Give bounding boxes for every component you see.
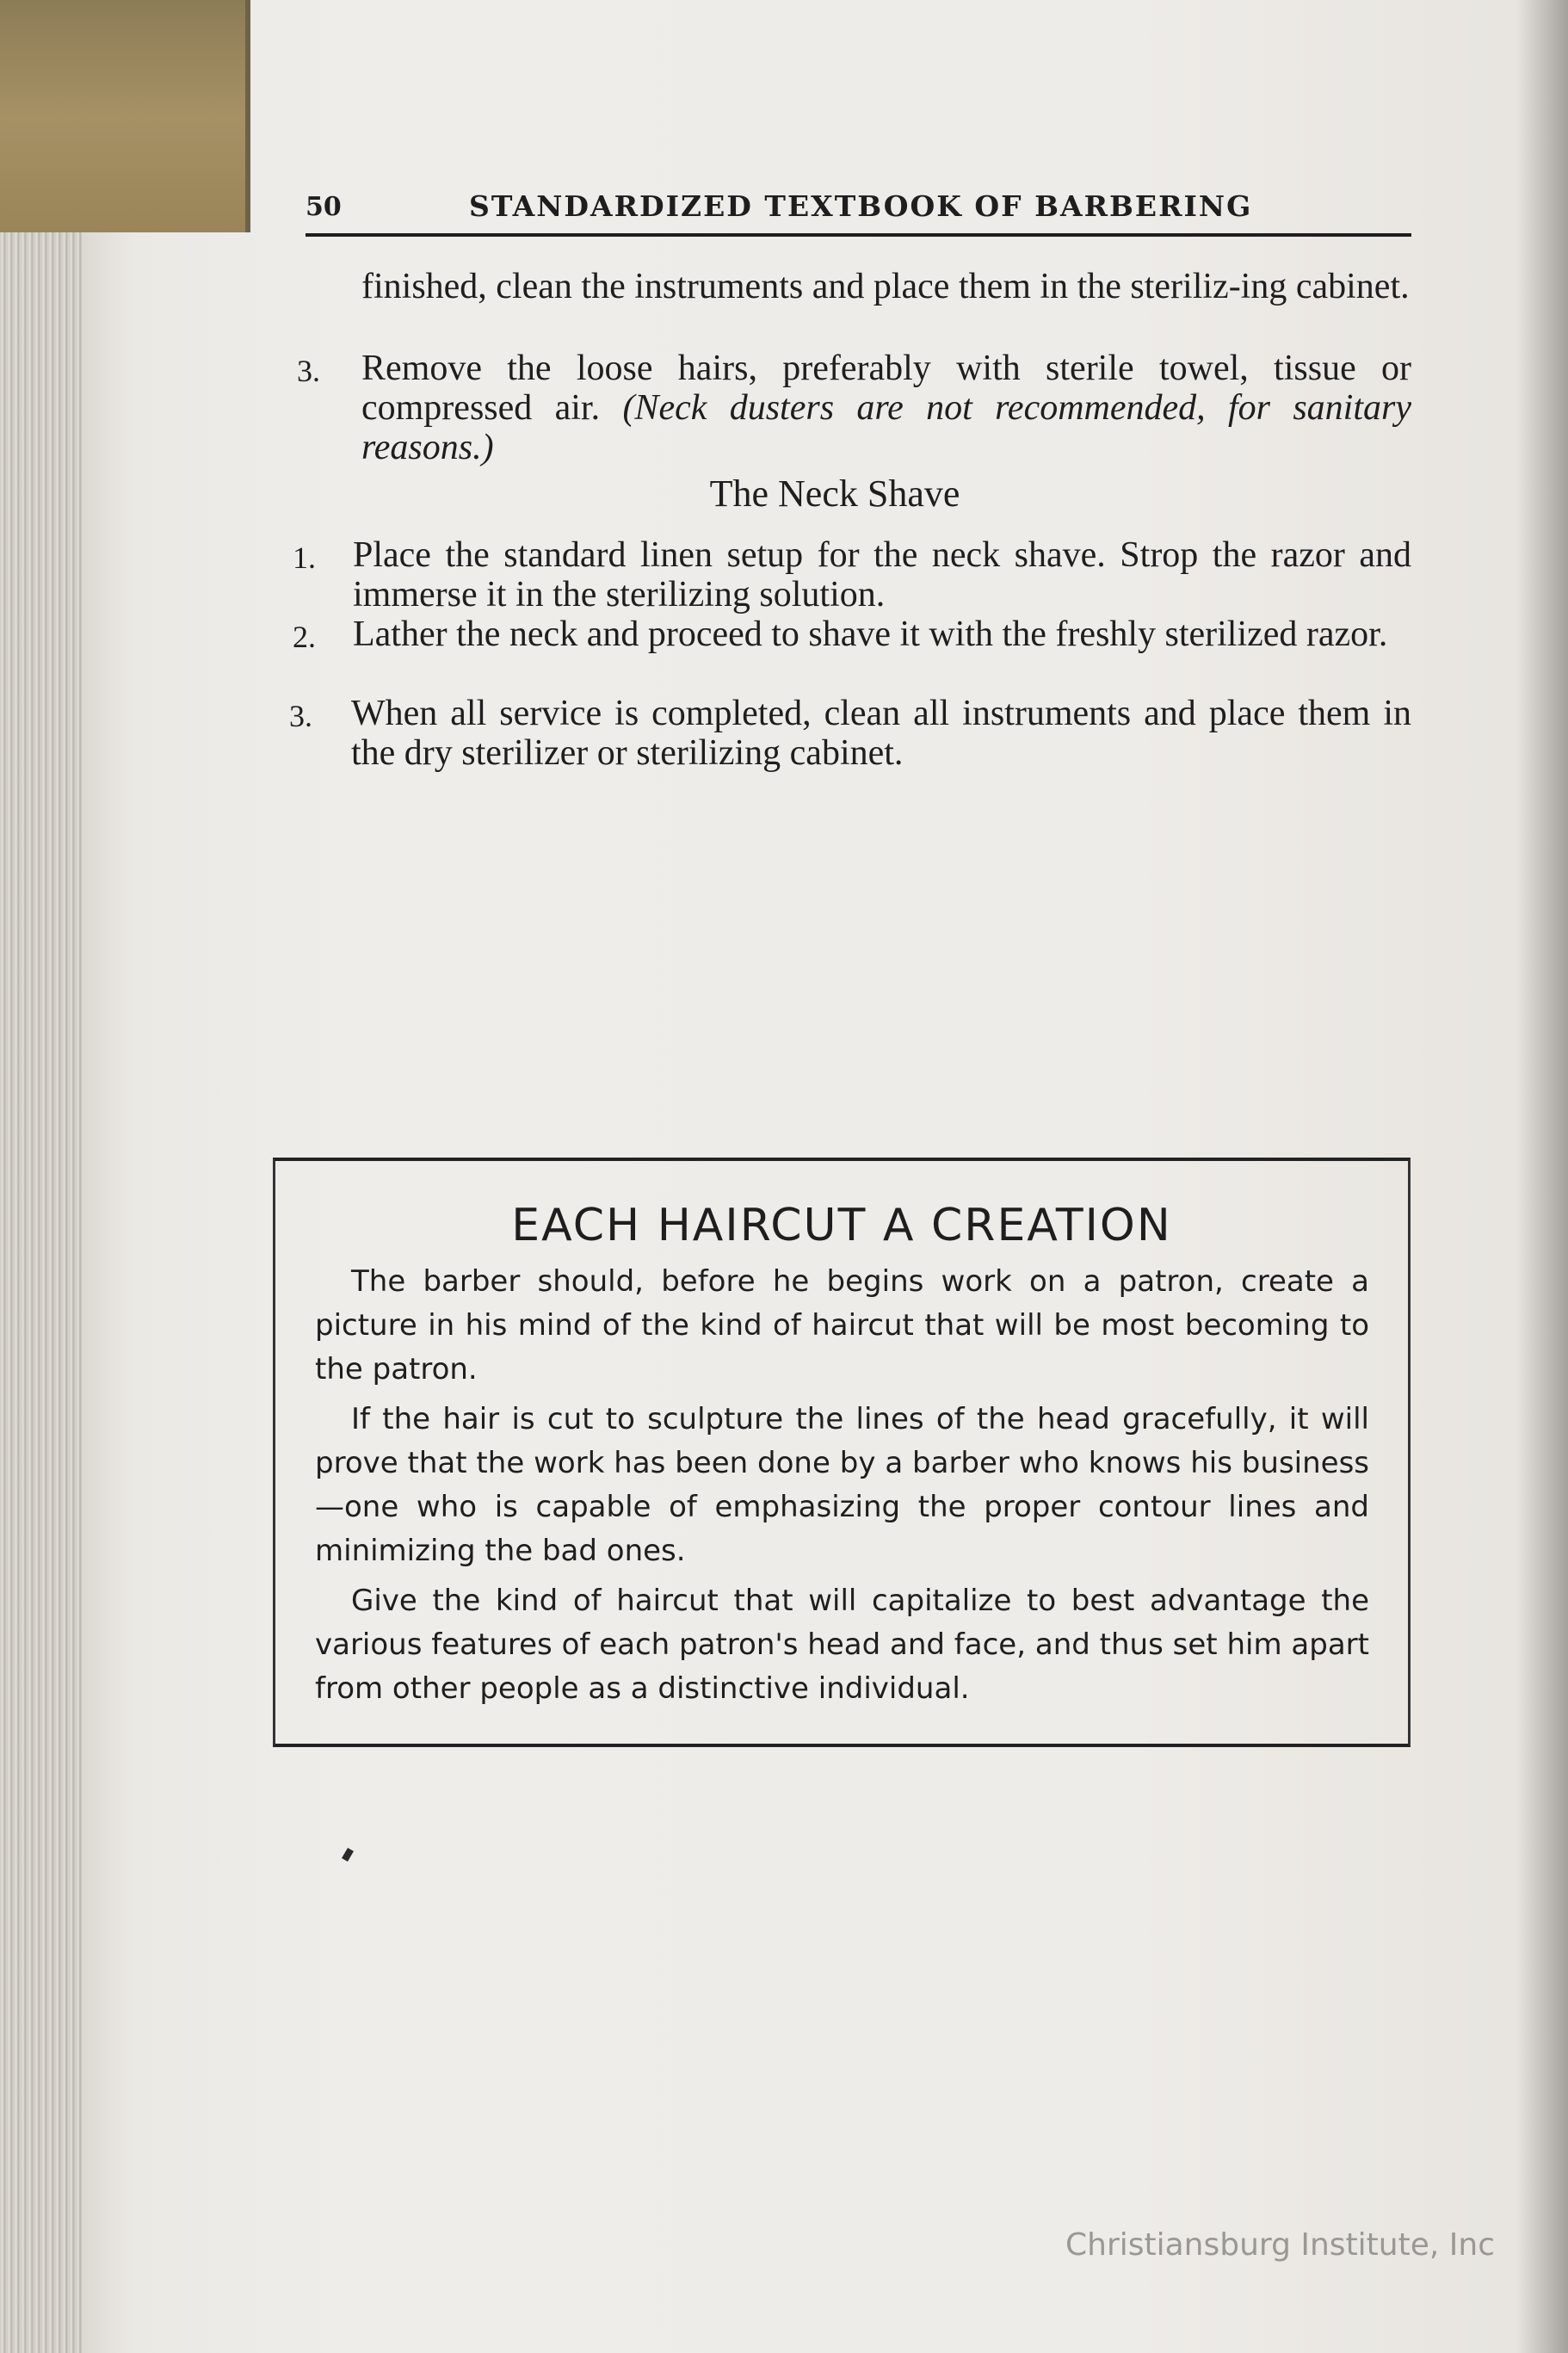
page-number: 50	[306, 192, 342, 222]
page-stack-edge	[0, 207, 95, 2353]
list-item-number: 3.	[297, 354, 320, 388]
section-heading: The Neck Shave	[709, 472, 960, 515]
list-item	[361, 349, 1411, 467]
watermark: Christiansburg Institute, Inc	[1065, 2227, 1495, 2263]
list-item-number: 1.	[293, 540, 316, 575]
list-item: Lather the neck and proceed to shave it with the freshly sterilized razor.	[353, 614, 1388, 654]
list-item-number: 2.	[293, 620, 316, 654]
list-item-number: 3.	[289, 699, 312, 733]
continuation-paragraph: finished, clean the instruments and place them in the steriliz-ing cabinet.	[361, 267, 1410, 306]
list-item-text: Remove the loose hairs, preferably with sterile towel, tissue or compressed air.	[361, 349, 1411, 428]
running-title: STANDARDIZED TEXTBOOK OF BARBERING	[469, 189, 1253, 223]
page-header	[306, 185, 1411, 237]
list-item: When all service is completed, clean all instruments and place them in the dry sterilizer or sterilizing cabinet.	[351, 694, 1411, 773]
list-item: Place the standard linen setup for the neck shave. Strop the razor and immerse it in the sterilizing solution.	[353, 535, 1411, 614]
box-paragraph: Give the kind of haircut that will capitalize to best advantage the various features of each patron's head and face, and thus set him apart from other people as a distinctive individual.	[315, 1584, 1369, 1706]
book-cover-corner	[0, 0, 250, 232]
page-shadow	[1516, 0, 1568, 2353]
list-item-note: (Neck dusters are not recommended, for sanitary reasons.)	[361, 388, 1412, 467]
box-paragraph: If the hair is cut to sculpture the lines of the head gracefully, it will prove that the work has been done by a barber who knows his business—one who is capable of emphasizing the proper contour lines and minimizing the bad ones.	[315, 1402, 1369, 1568]
box-paragraph: The barber should, before he begins work on a patron, create a picture in his mind of the kind of haircut that will be most becoming to the patron.	[315, 1264, 1369, 1386]
sidebar-box	[273, 1158, 1411, 1747]
box-title: EACH HAIRCUT A CREATION	[511, 1200, 1172, 1251]
